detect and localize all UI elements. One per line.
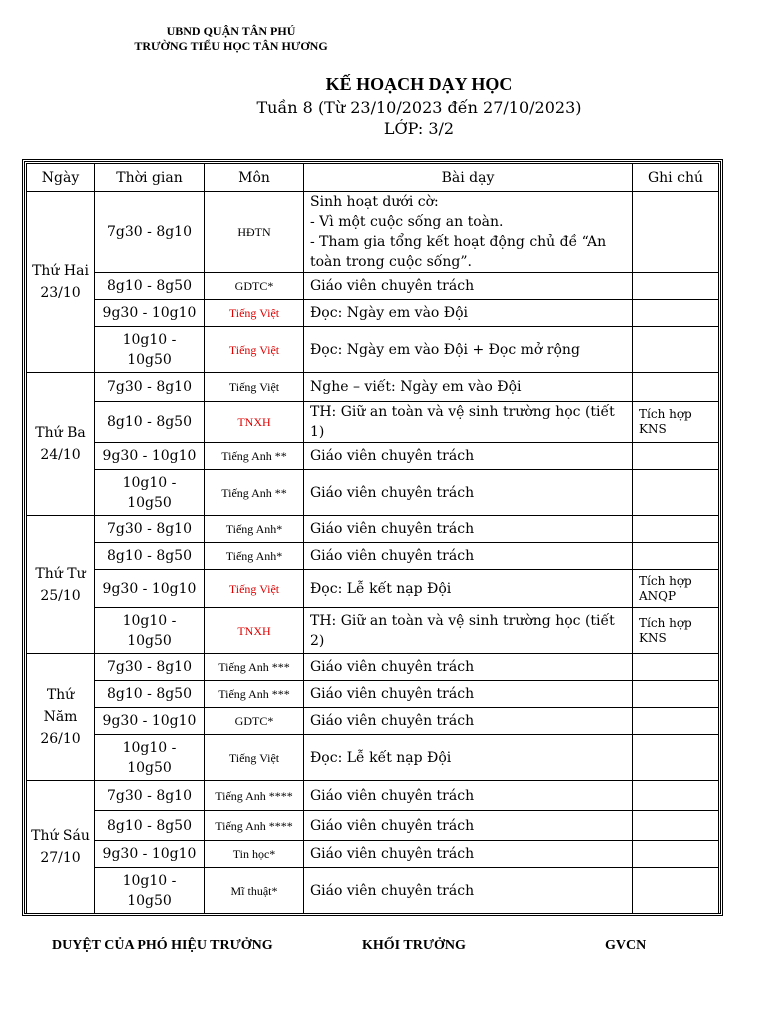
table-header-row [27, 164, 719, 192]
note-cell [633, 781, 719, 811]
lesson-cell: Đọc: Lễ kết nạp Đội [304, 570, 633, 608]
note-cell [633, 868, 719, 914]
time-cell: 7g30 - 8g10 [95, 192, 205, 273]
day-name: Thứ Tư [35, 565, 86, 582]
time-cell: 7g30 - 8g10 [95, 781, 205, 811]
note-cell [633, 470, 719, 516]
note-cell [633, 327, 719, 373]
homeroom-teacher-signature-label: GVCN [605, 938, 647, 953]
col-header-note: Ghi chú [633, 164, 719, 192]
subject-cell: Tiếng Anh *** [205, 654, 304, 681]
subject-cell: GDTC* [205, 273, 304, 300]
class-label: LỚP: 3/2 [383, 119, 455, 138]
table-row [27, 735, 719, 781]
lesson-cell: Giáo viên chuyên trách [304, 781, 633, 811]
day-date: 25/10 [40, 587, 81, 604]
table-row [27, 192, 719, 273]
schedule-body [27, 192, 719, 914]
time-cell: 8g10 - 8g50 [95, 543, 205, 570]
note-cell [633, 841, 719, 868]
subject-cell: Tiếng Anh ** [205, 443, 304, 470]
note-cell [633, 543, 719, 570]
lesson-cell: Giáo viên chuyên trách [304, 654, 633, 681]
table-row [27, 708, 719, 735]
note-cell [633, 300, 719, 327]
col-header-lesson: Bài dạy [304, 164, 633, 192]
table-row [27, 327, 719, 373]
subject-cell: Tiếng Việt [205, 373, 304, 402]
note-cell [633, 811, 719, 841]
subject-cell: HĐTN [205, 192, 304, 273]
school-name: TRƯỜNG TIỂU HỌC TÂN HƯƠNG [134, 39, 328, 53]
day-date: 26/10 [40, 731, 81, 747]
day-date: 23/10 [40, 285, 81, 301]
note-cell [633, 192, 719, 273]
note-cell [633, 735, 719, 781]
time-cell: 7g30 - 8g10 [95, 516, 205, 543]
day-cell [27, 516, 95, 654]
subject-cell: Tiếng Anh **** [205, 811, 304, 841]
table-row [27, 402, 719, 443]
time-cell: 10g10 - 10g50 [95, 608, 205, 654]
subject-cell: Tiếng Việt [205, 327, 304, 373]
time-cell: 10g10 - 10g50 [95, 868, 205, 914]
table-row [27, 608, 719, 654]
lesson-cell: Giáo viên chuyên trách [304, 681, 633, 708]
time-cell: 7g30 - 8g10 [95, 373, 205, 402]
table-row [27, 300, 719, 327]
lesson-cell: Sinh hoạt dưới cờ: - Vì một cuộc sống an toàn. - Tham gia tổng kết hoạt động chủ đề “An toàn trong cuộc sống”. [304, 192, 633, 273]
note-cell: Tích hợp ANQP [633, 570, 719, 608]
lesson-cell: Giáo viên chuyên trách [304, 708, 633, 735]
lesson-cell: Giáo viên chuyên trách [304, 868, 633, 914]
day-name: Thứ Ba [35, 425, 86, 441]
lesson-cell: Giáo viên chuyên trách [304, 543, 633, 570]
note-cell [633, 516, 719, 543]
day-date: 24/10 [40, 447, 81, 463]
grade-leader-signature-label: KHỐI TRƯỞNG [362, 938, 466, 953]
district-name: UBND QUẬN TÂN PHÚ [166, 24, 296, 38]
table-row [27, 570, 719, 608]
table-row [27, 273, 719, 300]
week-range: Tuần 8 (Từ 23/10/2023 đến 27/10/2023) [256, 98, 582, 117]
subject-cell: Tiếng Anh **** [205, 781, 304, 811]
lesson-cell: Giáo viên chuyên trách [304, 470, 633, 516]
day-name: Thứ Năm [43, 687, 78, 725]
col-header-subject: Môn [205, 164, 304, 192]
day-name: Thứ Hai [32, 263, 89, 279]
table-row [27, 516, 719, 543]
table-row [27, 543, 719, 570]
note-cell [633, 443, 719, 470]
col-header-time: Thời gian [95, 164, 205, 192]
col-header-day: Ngày [27, 164, 95, 192]
document-title: KẾ HOẠCH DẠY HỌC [325, 74, 513, 94]
table-row [27, 868, 719, 914]
subject-cell: Tiếng Việt [205, 735, 304, 781]
subject-cell: TNXH [205, 608, 304, 654]
table-row [27, 443, 719, 470]
note-cell [633, 681, 719, 708]
time-cell: 10g10 - 10g50 [95, 470, 205, 516]
day-cell [27, 781, 95, 914]
note-cell [633, 654, 719, 681]
time-cell: 9g30 - 10g10 [95, 841, 205, 868]
time-cell: 10g10 - 10g50 [95, 735, 205, 781]
table-row [27, 681, 719, 708]
note-cell: Tích hợp KNS [633, 608, 719, 654]
note-cell [633, 708, 719, 735]
time-cell: 9g30 - 10g10 [95, 708, 205, 735]
lesson-cell: Đọc: Ngày em vào Đội [304, 300, 633, 327]
lesson-cell: Giáo viên chuyên trách [304, 516, 633, 543]
note-cell: Tích hợp KNS [633, 402, 719, 443]
note-cell [633, 273, 719, 300]
subject-cell: TNXH [205, 402, 304, 443]
time-cell: 8g10 - 8g50 [95, 681, 205, 708]
day-cell [27, 192, 95, 373]
lesson-cell: Giáo viên chuyên trách [304, 443, 633, 470]
lesson-cell: TH: Giữ an toàn và vệ sinh trường học (tiết 1) [304, 402, 633, 443]
table-row [27, 373, 719, 402]
subject-cell: Mĩ thuật* [205, 868, 304, 914]
subject-cell: Tiếng Anh *** [205, 681, 304, 708]
day-date: 27/10 [40, 850, 81, 866]
subject-cell: GDTC* [205, 708, 304, 735]
table-row [27, 470, 719, 516]
time-cell: 10g10 - 10g50 [95, 327, 205, 373]
time-cell: 7g30 - 8g10 [95, 654, 205, 681]
lesson-cell: Đọc: Ngày em vào Đội + Đọc mở rộng [304, 327, 633, 373]
vice-principal-signature-label: DUYỆT CỦA PHÓ HIỆU TRƯỞNG [52, 938, 273, 953]
subject-cell: Tin học* [205, 841, 304, 868]
day-cell [27, 654, 95, 781]
school-header [126, 24, 336, 54]
time-cell: 9g30 - 10g10 [95, 570, 205, 608]
lesson-cell: Giáo viên chuyên trách [304, 841, 633, 868]
day-name: Thứ Sáu [31, 828, 90, 844]
lesson-cell: TH: Giữ an toàn và vệ sinh trường học (tiết 2) [304, 608, 633, 654]
time-cell: 8g10 - 8g50 [95, 402, 205, 443]
time-cell: 9g30 - 10g10 [95, 443, 205, 470]
time-cell: 8g10 - 8g50 [95, 273, 205, 300]
subject-cell: Tiếng Anh ** [205, 470, 304, 516]
subject-cell: Tiếng Anh* [205, 543, 304, 570]
lesson-cell: Nghe – viết: Ngày em vào Đội [304, 373, 633, 402]
subject-cell: Tiếng Anh* [205, 516, 304, 543]
note-cell [633, 373, 719, 402]
lesson-cell: Giáo viên chuyên trách [304, 273, 633, 300]
table-row [27, 841, 719, 868]
lesson-cell: Đọc: Lễ kết nạp Đội [304, 735, 633, 781]
table-row [27, 781, 719, 811]
time-cell: 8g10 - 8g50 [95, 811, 205, 841]
subject-cell: Tiếng Việt [205, 300, 304, 327]
day-cell [27, 373, 95, 516]
schedule-table [26, 163, 719, 914]
subject-cell: Tiếng Việt [205, 570, 304, 608]
table-row [27, 811, 719, 841]
time-cell: 9g30 - 10g10 [95, 300, 205, 327]
lesson-cell: Giáo viên chuyên trách [304, 811, 633, 841]
table-row [27, 654, 719, 681]
